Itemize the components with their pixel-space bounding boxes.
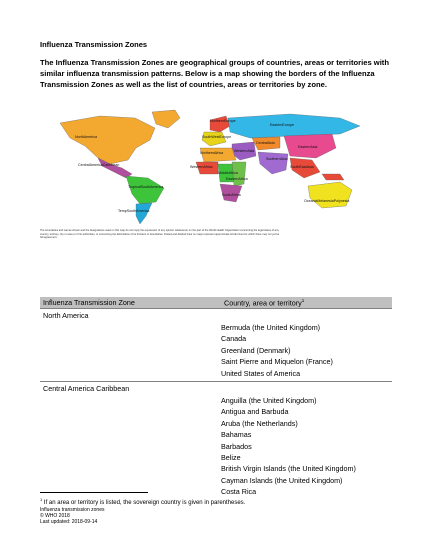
map-label-western-asia: WesternAsia [234,149,255,153]
intro-paragraph: The Influenza Transmission Zones are geographical groups of countries, areas or territories with similar influenza transmission patterns. Below is a map showing the borders of the Influenza Transmission Zones as well as the list of countries, areas or territories by zone. [40,58,389,89]
country-item: Canada [221,334,247,344]
zones-map [40,108,380,226]
map-label-south-west-europe: SouthWestEurope [202,135,232,139]
footnote-divider [40,492,148,493]
zone-north-america [60,116,155,164]
country-item: Saint Pierre and Miquelon (France) [221,357,333,367]
country-item: Cayman Islands (the United Kingdom) [221,475,343,485]
map-label-oceania: OceaniaMelanesiaPolynesia [304,199,350,203]
country-item: British Virgin Islands (the United Kingdom) [221,464,356,474]
table-row [40,309,392,323]
country-item: Costa Rica [221,487,257,497]
footer-line-copyright: © WHO 2018 [40,513,70,519]
header-country: Country, area or territory$^1$ [221,297,392,309]
table-header-row [40,297,392,309]
map-label-eastern-europe: EasternEurope [270,123,294,127]
footnote: $^1$ If an area or territory is listed, the sovereign country is given in parentheses. [40,497,246,506]
zone-tropical-south-america [126,176,164,204]
country-item: Antigua and Barbuda [221,407,289,417]
zone-oceania-islands [322,174,344,180]
header-zone: Influenza Transmission Zone [40,297,221,309]
page-footer [40,507,104,525]
zone-name: North America [43,311,89,320]
country-item: Greenland (Denmark) [221,345,291,355]
zone-temperate-south-america [136,203,152,224]
zone-eastern-europe [228,114,360,138]
country-item: Belize [221,452,241,462]
map-label-eastern-asia: EasternAsia [298,145,318,149]
zone-name: Central America Caribbean [43,383,130,393]
map-label-central-america: CentralAmericaCaribbean [78,163,120,167]
country-item: United States of America [221,368,301,378]
table-row [40,395,392,500]
zone-greenland [152,110,180,128]
map-label-south-east-asia: SouthEastAsia [290,165,314,169]
map-label-southern-africa: SouthAfrica [222,193,241,197]
country-item: Anguilla (the United Kingdom) [221,395,317,405]
zone-oceania [308,182,352,208]
table-row [40,322,392,381]
map-label-tropical-south-america: TropicalSouthAmerica [128,185,164,189]
map-label-northern-europe: NorthernEurope [210,119,236,123]
map-label-central-asia: CentralAsia [256,141,275,145]
map-label-middle-africa: MiddleAfrica [218,171,238,175]
document-title: Influenza Transmission Zones [40,40,148,49]
footer-line-updated: Last updated: 2018-09-14 [40,519,98,525]
country-item: Bermuda (the United Kingdom) [221,323,321,332]
map-disclaimer: The boundaries and names shown and the designations used on this map do not imply the expression of any opinion whatsoever on the part of the World Health Organization concerning the legal status of any country, territory, city or area or of its authorities, or concerning the delimitation of its frontiers or boundaries. Dotted and dashed lines on maps represent approximate border lines for which there may not yet be full agreement. [40,229,280,240]
country-item: Barbados [221,441,252,451]
zone-southern-asia [258,152,288,174]
map-label-north-america: NorthAmerica [75,135,97,139]
country-item: Bahamas [221,430,252,440]
map-label-eastern-africa: EasternAfrica [226,177,248,181]
footer-line-title: Influenza transmission zones [40,507,105,513]
map-label-southern-asia: SouthernAsia [266,157,288,161]
map-label-temperate-south-america: TempSouthAmerica [118,209,150,213]
map-label-northern-africa: NorthernAfrica [200,151,224,155]
zones-table [40,297,392,499]
map-label-western-africa: WesternAfrica [190,165,213,169]
footnote-ref: 1 [301,297,305,303]
table-row [40,381,392,395]
country-item: Aruba (the Netherlands) [221,418,298,428]
